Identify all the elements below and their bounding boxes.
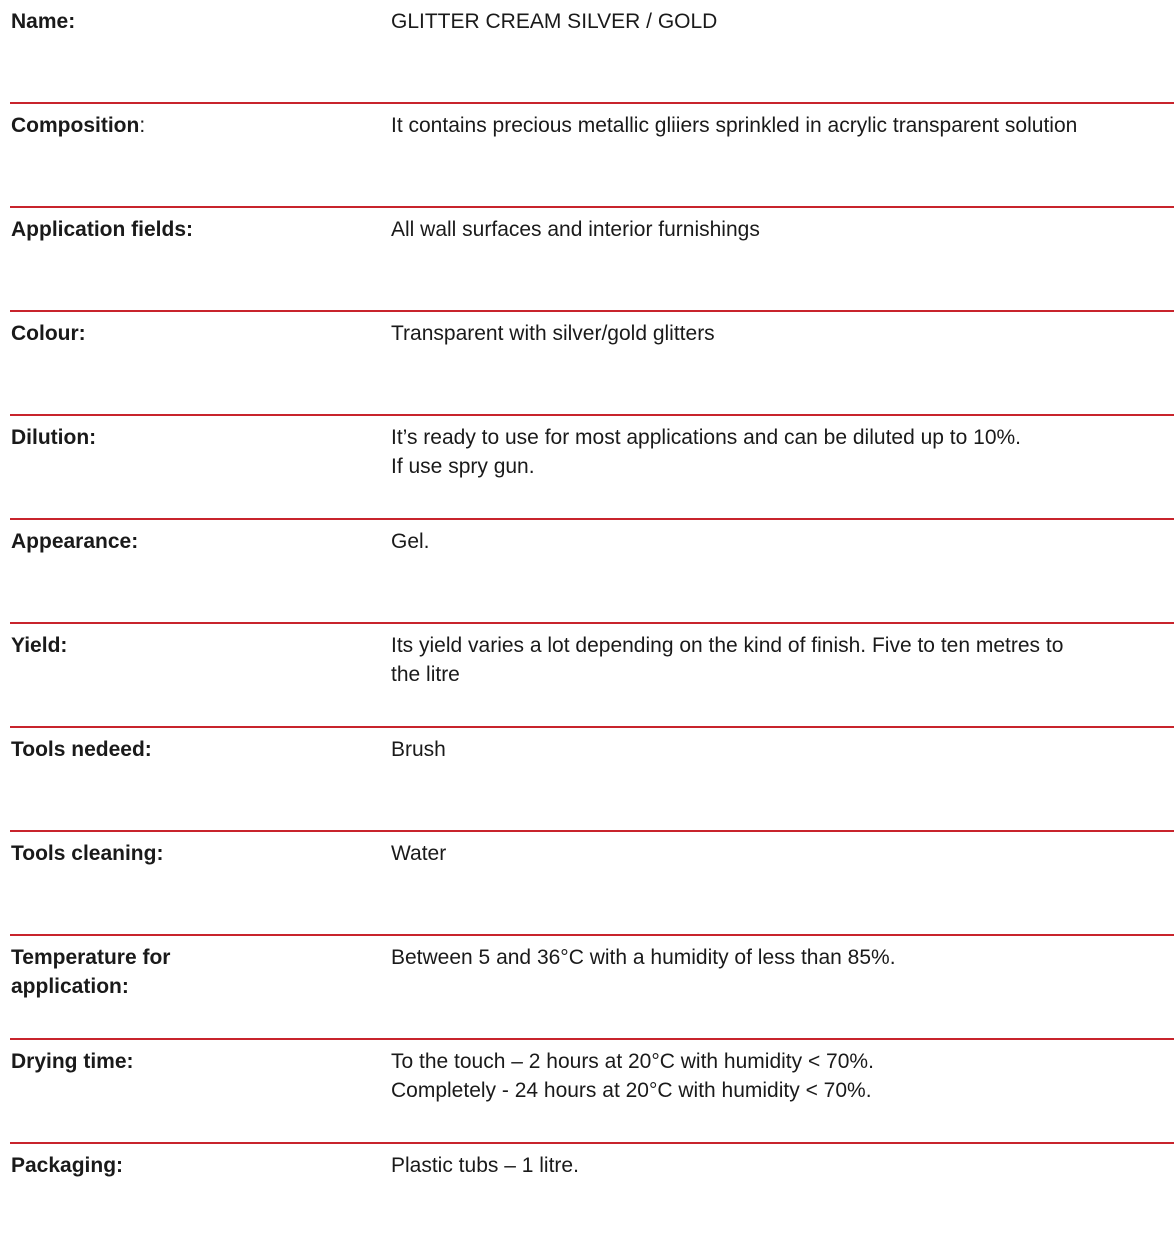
- row-composition: [10, 104, 1174, 208]
- value-line: Between 5 and 36°C with a humidity of less than 85%.: [391, 946, 896, 969]
- value-line: Completely - 24 hours at 20°C with humidity < 70%.: [391, 1079, 872, 1102]
- row-value: [391, 735, 1171, 764]
- value-line: It contains precious metallic gliiers sprinkled in acrylic transparent solution: [391, 114, 1078, 137]
- row-tools-cleaning: [10, 832, 1174, 936]
- row-dilution: [10, 416, 1174, 520]
- row-value: [391, 215, 1171, 244]
- value-line: the litre: [391, 663, 460, 686]
- value-line: To the touch – 2 hours at 20°C with humidity < 70%.: [391, 1050, 874, 1073]
- value-line: Its yield varies a lot depending on the kind of finish. Five to ten metres to: [391, 634, 1064, 657]
- row-value: [391, 7, 1171, 36]
- row-value: [391, 631, 1171, 689]
- row-name: [10, 0, 1174, 104]
- row-value: [391, 423, 1171, 481]
- row-value: [391, 1151, 1171, 1180]
- value-line: Transparent with silver/gold glitters: [391, 322, 715, 345]
- row-application-fields: [10, 208, 1174, 312]
- row-label: Application fields:: [11, 218, 194, 241]
- value-line: All wall surfaces and interior furnishings: [391, 218, 760, 241]
- row-label: Name:: [11, 10, 76, 33]
- value-line: Brush: [391, 738, 446, 761]
- value-line: Water: [391, 842, 447, 865]
- row-yield: [10, 624, 1174, 728]
- row-label: Appearance:: [11, 530, 139, 553]
- row-value: [391, 319, 1171, 348]
- row-label: Temperature for application:: [11, 946, 171, 998]
- value-line: GLITTER CREAM SILVER / GOLD: [391, 10, 718, 33]
- value-line: If use spry gun.: [391, 455, 535, 478]
- row-colour: [10, 312, 1174, 416]
- row-tools-needed: [10, 728, 1174, 832]
- row-value: [391, 943, 1171, 972]
- row-label: Drying time:: [11, 1050, 134, 1073]
- row-label: Composition:: [11, 114, 146, 137]
- row-temperature: [10, 936, 1174, 1040]
- row-packaging: [10, 1144, 1174, 1248]
- row-appearance: [10, 520, 1174, 624]
- value-line: Plastic tubs – 1 litre.: [391, 1154, 579, 1177]
- row-value: [391, 527, 1171, 556]
- row-value: [391, 839, 1171, 868]
- row-label: Packaging:: [11, 1154, 124, 1177]
- row-label: Tools cleaning:: [11, 842, 164, 865]
- row-value: [391, 1047, 1171, 1105]
- row-value: [391, 111, 1171, 140]
- row-label: Colour:: [11, 322, 86, 345]
- row-label: Dilution:: [11, 426, 97, 449]
- value-line: Gel.: [391, 530, 430, 553]
- row-drying-time: [10, 1040, 1174, 1144]
- value-line: It’s ready to use for most applications and can be diluted up to 10%.: [391, 426, 1021, 449]
- row-label: Yield:: [11, 634, 68, 657]
- row-label: Tools nedeed:: [11, 738, 152, 761]
